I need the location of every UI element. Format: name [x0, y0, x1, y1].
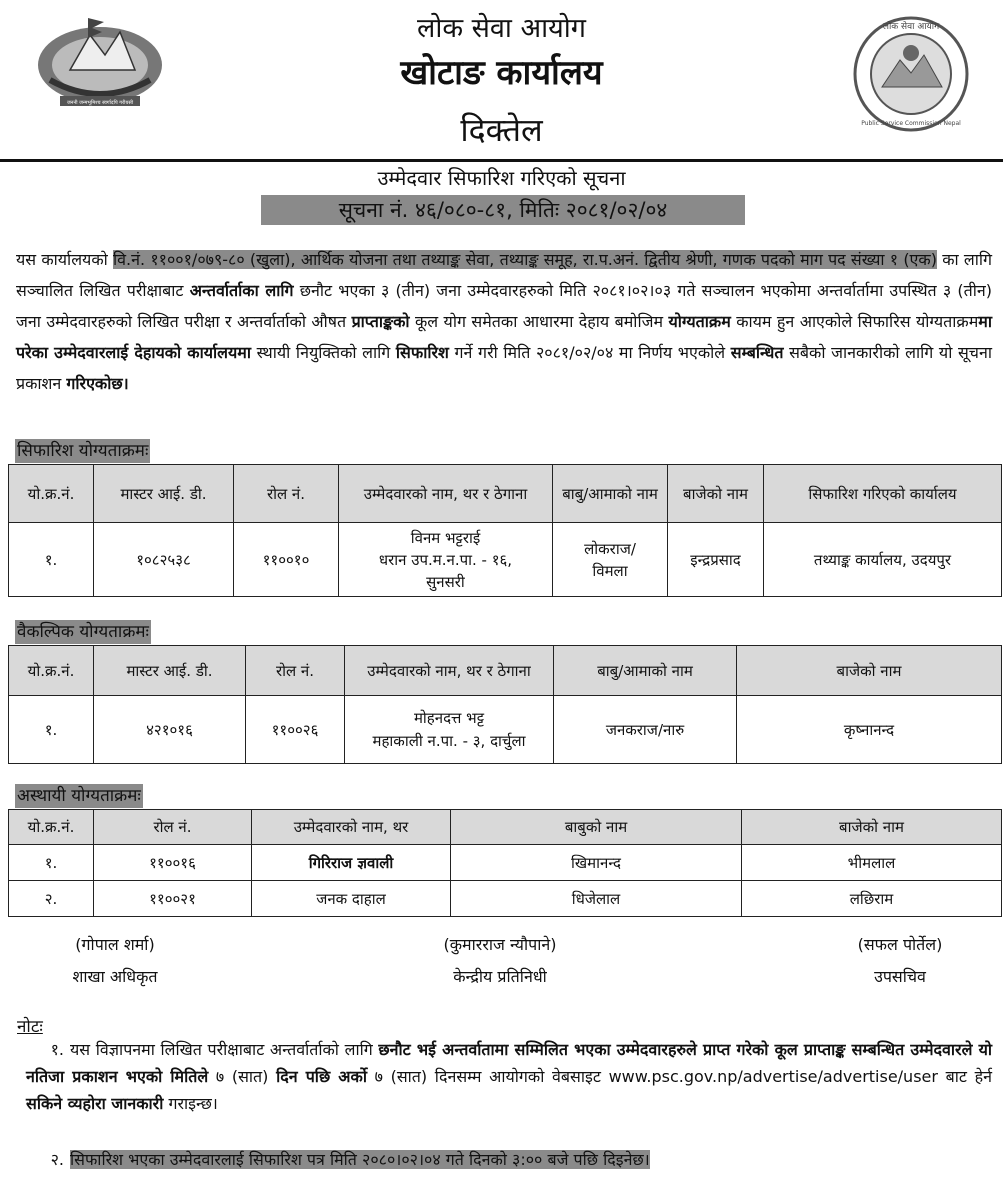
section-temporary-heading: अस्थायी योग्यताक्रमः: [17, 786, 141, 806]
body-text: यस कार्यालयको: [16, 250, 113, 269]
candidate-address: धरान उप.म.न.पा. - १६,: [378, 550, 513, 569]
note-number: १.: [50, 1040, 64, 1059]
cell-sn: १.: [9, 523, 94, 597]
body-text-bold: प्राप्ताङ्कको: [351, 312, 410, 331]
office-name: खोटाङ कार्यालय: [400, 53, 603, 93]
body-text-bold: सम्बन्धित: [730, 343, 784, 362]
table-row: [9, 845, 1002, 881]
col-header: बाजेको नाम: [742, 810, 1002, 845]
note-text-bold: दिन पछि अर्को: [276, 1067, 367, 1086]
cell-sn: १.: [9, 845, 94, 881]
col-header: उम्मेदवारको नाम, थर र ठेगाना: [345, 646, 554, 696]
signatory-name: (गोपाल शर्मा): [75, 935, 155, 954]
psc-seal-logo: [852, 15, 970, 133]
signatory-name: (कुमारराज न्यौपाने): [443, 935, 557, 954]
notice-title: उम्मेदवार सिफारिश गरिएको सूचना: [377, 166, 626, 190]
note-text: ७ (सात): [208, 1067, 277, 1086]
cell-name-address: [339, 523, 553, 597]
signatory-title: उपसचिव: [874, 967, 926, 986]
note-text-bold: सकिने व्यहोरा जानकारी: [26, 1094, 164, 1113]
body-text: सबैको जानकारीको लागि यो सूचना प्रकाशन: [16, 343, 992, 393]
note-text: ७ (सात) दिनसम्म आयोगको वेबसाइट www.psc.gov.np/advertise/advertise/user बाट हेर्न: [366, 1067, 992, 1086]
seal-text-en: Public Service Commission Nepal: [861, 120, 961, 127]
header-rule: [0, 159, 1003, 162]
cell-parents: जनकराज/नारु: [554, 696, 737, 764]
note-text-highlight: सिफारिश भएका उम्मेदवारलाई सिफारिश पत्र मिति २०८०।०२।०४ गते दिनको ३:०० बजे पछि दिइनेछ।: [70, 1150, 650, 1169]
seal-text: लोक सेवा आयोग: [882, 22, 940, 32]
body-text-bold: अन्तर्वार्ताका लागि: [189, 281, 294, 300]
cell-roll: ११००१६: [94, 845, 252, 881]
letterhead: [0, 0, 1003, 162]
signatory-title: शाखा अधिकृत: [72, 967, 158, 986]
body-text-bold: सिफारिश: [395, 343, 449, 362]
cell-name: जनक दाहाल: [252, 881, 451, 917]
cell-office: तथ्याङ्क कार्यालय, उदयपुर: [764, 523, 1002, 597]
note-text-bold: छनौट भई अन्तर्वातामा सम्मिलित भएका उम्मेदवारहरुले प्राप्त गरेको कूल प्राप्ताङ्क सम्बन्धित उम्मेदवारले यो नतिजा प्रकाशन भएको मितिले: [26, 1040, 993, 1086]
notes-heading: नोटः: [17, 1017, 43, 1037]
parents-name: विमला: [592, 561, 628, 580]
table-header-row: [9, 810, 1002, 845]
cell-roll: ११००२१: [94, 881, 252, 917]
emblem-caption: जननी जन्मभूमिश्च स्वर्गादपि गरीयसी: [66, 100, 134, 106]
col-header: उम्मेदवारको नाम, थर: [252, 810, 451, 845]
col-header: यो.क्र.नं.: [9, 646, 94, 696]
cell-roll: ११००२६: [246, 696, 345, 764]
cell-parents: [553, 523, 668, 597]
col-header: मास्टर आई. डी.: [94, 646, 246, 696]
signatory-title: केन्द्रीय प्रतिनिधी: [453, 967, 547, 986]
body-text: छनौट भएका ३ (तीन) जना उम्मेदवारहरुको मिति २०८१।०२।०३ गते सञ्चालन भएकोमा अन्तर्वार्तामा उपस्थित ३ (तीन) जना उम्मेदवारहरुको लिखित परीक्षा र अन्तर्वार्ताको औषत: [16, 281, 992, 331]
body-text: स्थायी नियुक्तिको लागि: [250, 343, 396, 362]
col-header: यो.क्र.नं.: [9, 465, 94, 523]
body-text-bold: गरिएकोछ।: [66, 374, 129, 393]
section-recommended-heading: सिफारिश योग्यताक्रमः: [17, 441, 149, 461]
col-header: रोल नं.: [246, 646, 345, 696]
signature-block: [810, 933, 990, 987]
cell-father: धिजेलाल: [451, 881, 742, 917]
col-header: रोल नं.: [94, 810, 252, 845]
recommended-table: [8, 464, 1002, 597]
col-header: सिफारिश गरिएको कार्यालय: [764, 465, 1002, 523]
col-header: मास्टर आई. डी.: [94, 465, 234, 523]
cell-grandfather: कृष्नानन्द: [737, 696, 1002, 764]
alternate-table: [8, 645, 1002, 764]
body-text-bold: मा परेका उम्मेदवारलाई देहायको कार्यालयमा: [16, 312, 993, 362]
table-header-row: [9, 646, 1002, 696]
candidate-name: मोहनदत्त भट्ट: [413, 708, 485, 727]
body-text: का लागि सञ्चालित लिखित परीक्षाबाट: [16, 250, 993, 300]
cell-grandfather: इन्द्रप्रसाद: [668, 523, 764, 597]
cell-master-id: ४२१०१६: [94, 696, 246, 764]
body-text-highlight: वि.नं. ११००१/०७९-८० (खुला), आर्थिक योजना तथा तथ्याङ्क सेवा, तथ्याङ्क समूह, रा.प.अनं. द्वितीय श्रेणी, गणक पदको माग पद संख्या १ (एक): [113, 250, 937, 269]
table-header-row: [9, 465, 1002, 523]
table-row: [9, 881, 1002, 917]
body-text: गर्ने गरी मिति २०८१/०२/०४ मा निर्णय भएकोले: [448, 343, 731, 362]
col-header: बाजेको नाम: [737, 646, 1002, 696]
body-text: कूल योग समेतका आधारमा देहाय बमोजिम: [409, 312, 669, 331]
note-item: [26, 1146, 992, 1173]
cell-name-address: [345, 696, 554, 764]
section-alternate-heading: वैकल्पिक योग्यताक्रमः: [17, 622, 149, 642]
cell-father: खिमानन्द: [451, 845, 742, 881]
cell-grandfather: भीमलाल: [742, 845, 1002, 881]
cell-roll: ११००१०: [234, 523, 339, 597]
cell-sn: २.: [9, 881, 94, 917]
col-header: यो.क्र.नं.: [9, 810, 94, 845]
col-header: बाबु/आमाको नाम: [554, 646, 737, 696]
cell-name: गिरिराज ज्ञवाली: [252, 845, 451, 881]
candidate-address: सुनसरी: [426, 572, 465, 591]
commission-name: लोक सेवा आयोग: [417, 13, 586, 44]
cell-grandfather: लछिराम: [742, 881, 1002, 917]
signature-block: [400, 933, 600, 987]
office-location: दिक्तेल: [460, 111, 543, 149]
table-row: [9, 523, 1002, 597]
col-header: बाबु/आमाको नाम: [553, 465, 668, 523]
parents-name: लोकराज/: [584, 539, 636, 558]
notice-number: सूचना नं. ४६/०८०-८१, मितिः २०८१/०२/०४: [261, 195, 745, 225]
col-header: रोल नं.: [234, 465, 339, 523]
candidate-address: महाकाली न.पा. - ३, दार्चुला: [372, 731, 526, 750]
note-text: गराइन्छ।: [163, 1094, 218, 1113]
body-text: कायम हुन आएकोले सिफारिस योग्यताक्रम: [730, 312, 979, 331]
col-header: बाबुको नाम: [451, 810, 742, 845]
note-number: २.: [50, 1150, 64, 1169]
col-header: बाजेको नाम: [668, 465, 764, 523]
note-text: यस विज्ञापनमा लिखित परीक्षाबाट अन्तर्वार्ताको लागि: [70, 1040, 379, 1059]
note-item: [26, 1036, 992, 1117]
temporary-table: [8, 809, 1002, 917]
notice-body: [16, 244, 992, 399]
cell-sn: १.: [9, 696, 94, 764]
body-text-bold: योग्यताक्रम: [668, 312, 731, 331]
cell-master-id: १०८२५३८: [94, 523, 234, 597]
col-header: उम्मेदवारको नाम, थर र ठेगाना: [339, 465, 553, 523]
table-row: [9, 696, 1002, 764]
signature-block: [30, 933, 200, 987]
candidate-name: विनम भट्टराई: [410, 528, 481, 547]
signatory-name: (सफल पोर्तेल): [857, 935, 943, 954]
